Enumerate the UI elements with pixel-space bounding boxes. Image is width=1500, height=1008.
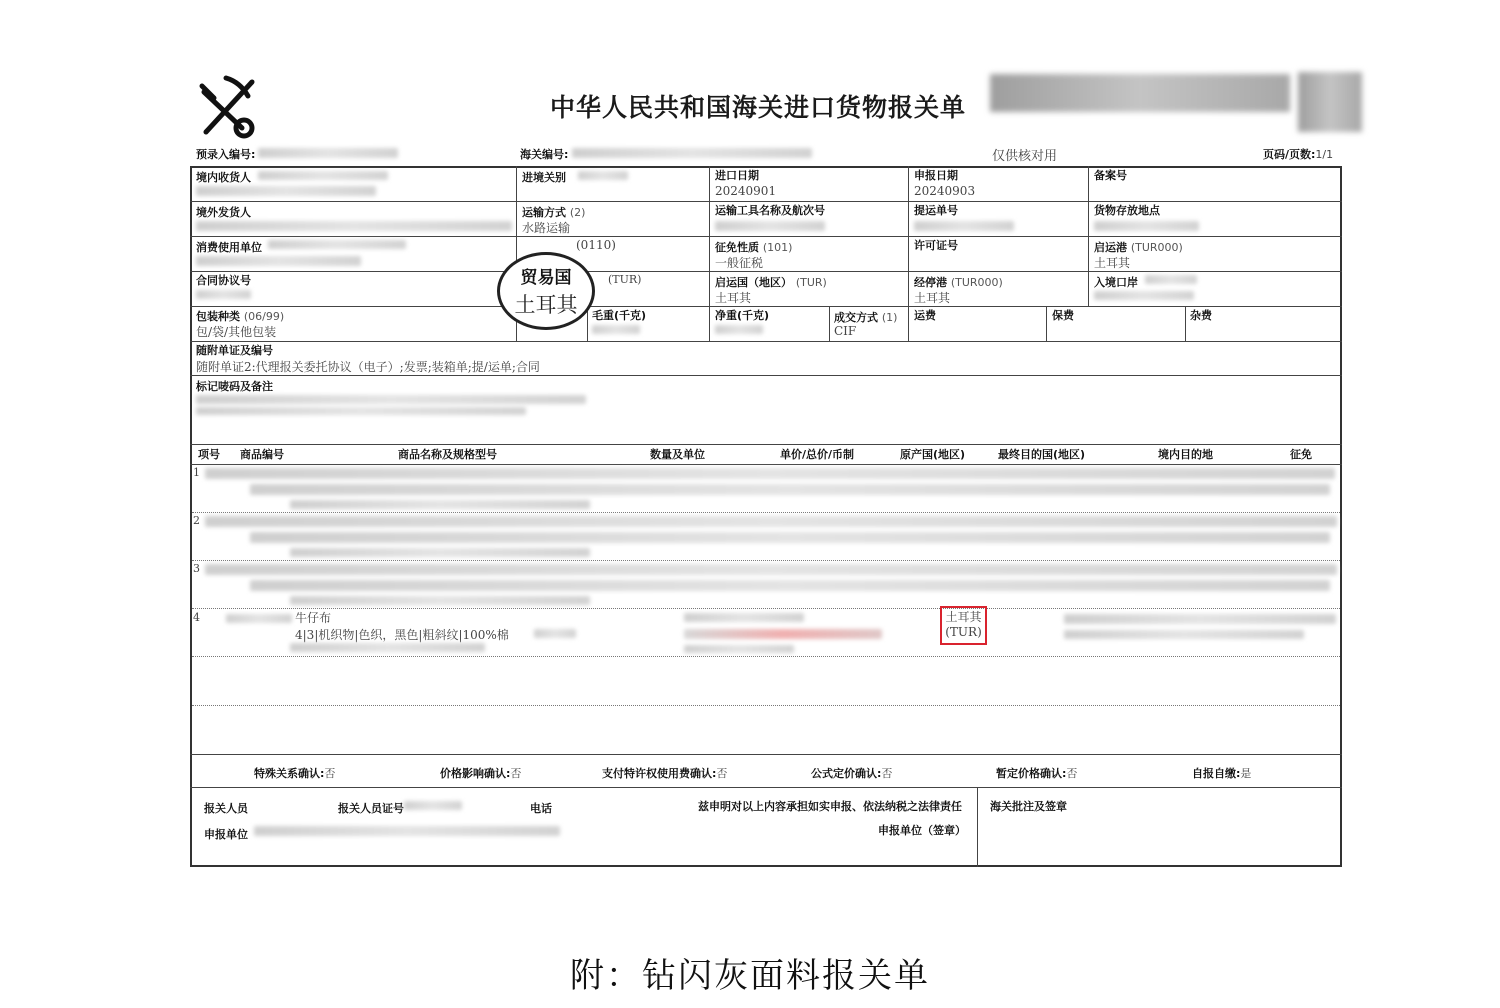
row-4-origin: 土耳其 — [945, 610, 982, 624]
row-4-dest-redacted — [1064, 614, 1336, 624]
confirm-royalty-value: 否 — [716, 767, 728, 780]
shipper-redacted — [196, 221, 512, 231]
unit-label: 申报单位 — [204, 828, 248, 841]
deal-mode-value: CIF — [834, 324, 857, 338]
consumer-label: 消费使用单位 — [196, 241, 262, 254]
trade-country-stamp — [497, 252, 595, 330]
row-2-redacted-c — [290, 548, 590, 557]
confirm-self-pay-label: 自报自缴: — [1192, 767, 1241, 780]
confirm-provisional-label: 暂定价格确认: — [996, 767, 1067, 780]
levy-value: 一般征税 — [715, 256, 764, 270]
insurance-label: 保费 — [1052, 309, 1074, 322]
contract-redacted — [196, 290, 251, 299]
marks-redacted-1 — [196, 395, 586, 404]
package-label-text: 包装种类 — [196, 310, 240, 323]
transport-code: (2) — [569, 206, 586, 219]
net-weight-label: 净重(千克) — [715, 309, 770, 322]
package-value: 包/袋/其他包装 — [196, 325, 277, 339]
confirm-provisional — [996, 765, 1077, 781]
entry-port-value-redacted — [1094, 291, 1194, 300]
depart-country-value: 土耳其 — [715, 291, 752, 305]
confirm-price-value: 否 — [510, 767, 522, 780]
customs-emblem — [194, 72, 262, 140]
storage-redacted — [1094, 221, 1199, 231]
confirm-special-label: 特殊关系确认: — [254, 767, 325, 780]
declarant-cert-label: 报关人员证号 — [338, 802, 404, 815]
page-label-text: 页码/页数: — [1263, 148, 1316, 161]
row-4-spec2-redacted — [290, 643, 485, 652]
customs-no-redacted — [572, 148, 812, 158]
license-label: 许可证号 — [914, 239, 958, 252]
col-destination: 最终目的国(地区) — [998, 448, 1086, 461]
transit-port-label — [914, 274, 1003, 290]
row-4-qty-redacted — [684, 613, 804, 622]
row-4-goods-spec: 4|3|机织物|色织，黑色|粗斜纹|100%棉 — [295, 628, 509, 642]
package-label — [196, 308, 284, 324]
depart-port-label-text: 启运港 — [1094, 241, 1127, 254]
col-goods-name: 商品名称及规格型号 — [398, 448, 497, 461]
depart-port-label — [1094, 239, 1183, 255]
entry-office-redacted — [578, 171, 628, 180]
confirm-provisional-value: 否 — [1066, 767, 1078, 780]
transport-label — [522, 204, 585, 220]
trade-country-code: (TUR) — [608, 273, 642, 286]
document-caption: 附：钻闪灰面料报关单 — [570, 956, 930, 996]
confirm-formula-value: 否 — [881, 767, 893, 780]
deal-mode-label — [834, 309, 897, 325]
marks-label: 标记唛码及备注 — [196, 380, 273, 393]
stamp-line2: 土耳其 — [514, 293, 578, 317]
consignee-label: 境内收货人 — [196, 171, 251, 184]
page-title: 中华人民共和国海关进口货物报关单 — [550, 93, 967, 122]
entry-port-redacted — [1145, 275, 1197, 284]
row-4-origin-code: (TUR) — [945, 625, 982, 639]
declarant-label: 报关人员 — [204, 802, 248, 815]
row-4-no: 4 — [193, 611, 200, 624]
entry-office-label: 进境关别 — [522, 171, 566, 184]
consignee-redacted — [258, 171, 388, 180]
row-1-redacted-a — [205, 468, 1335, 479]
phone-label: 电话 — [530, 802, 552, 815]
depart-country-label-text: 启运国（地区） — [715, 276, 792, 289]
col-price: 单价/总价/币制 — [780, 448, 855, 461]
row-1-no: 1 — [193, 466, 200, 479]
col-item-no: 项号 — [198, 448, 220, 461]
row-3-redacted-b — [250, 580, 1330, 591]
row-4-origin-highlight — [940, 606, 987, 645]
declarant-cert-redacted — [404, 801, 462, 810]
row-4-price2-redacted — [684, 645, 794, 653]
confirm-royalty-label: 支付特许权使用费确认: — [602, 767, 717, 780]
col-domestic-dest: 境内目的地 — [1158, 448, 1213, 461]
row-3-redacted-c — [290, 596, 590, 605]
page-label — [1263, 146, 1333, 162]
gross-weight-label: 毛重(千克) — [592, 309, 647, 322]
row-1-redacted-b — [250, 484, 1330, 495]
transit-port-value: 土耳其 — [914, 291, 951, 305]
stamp-line1: 贸易国 — [520, 268, 572, 288]
consumer-name-redacted — [196, 256, 361, 266]
levy-label-text: 征免性质 — [715, 241, 759, 254]
gross-weight-redacted — [592, 325, 640, 334]
row-3-redacted-a — [205, 564, 1337, 575]
docs-value: 随附单证2:代理报关委托协议（电子）;发票;装箱单;提/运单;合同 — [196, 360, 540, 374]
declare-date-value: 20240903 — [914, 184, 976, 198]
declare-date-label: 申报日期 — [914, 169, 958, 182]
transit-port-label-text: 经停港 — [914, 276, 947, 289]
watermark-note: 仅供核对用 — [992, 149, 1058, 164]
net-weight-redacted — [715, 325, 763, 334]
col-hs-code: 商品编号 — [240, 448, 284, 461]
statement-text: 兹申明对以上内容承担如实申报、依法纳税之法律责任 — [698, 800, 962, 813]
unit-sign-label: 申报单位（签章） — [878, 824, 966, 837]
col-quantity: 数量及单位 — [650, 448, 705, 461]
row-4-dest2-redacted — [1064, 630, 1304, 639]
shipper-label: 境外发货人 — [196, 206, 251, 219]
transit-port-code: (TUR000) — [950, 276, 1003, 289]
deal-mode-label-text: 成交方式 — [834, 311, 878, 324]
depart-country-label — [715, 274, 827, 290]
row-2-redacted-b — [250, 532, 1330, 543]
depart-port-code: (TUR000) — [1130, 241, 1183, 254]
supervision-code: (0110) — [576, 238, 616, 252]
confirm-self-pay — [1192, 765, 1251, 781]
row-2-redacted-a — [205, 516, 1337, 527]
docs-label: 随附单证及编号 — [196, 344, 273, 357]
consignee-name-redacted — [196, 186, 376, 196]
levy-code: (101) — [762, 241, 793, 254]
confirm-formula — [811, 765, 892, 781]
preentry-value-redacted — [258, 148, 398, 158]
depart-port-value: 土耳其 — [1094, 256, 1131, 270]
page-value: 1/1 — [1315, 148, 1334, 161]
freight-label: 运费 — [914, 309, 936, 322]
entry-port-label: 入境口岸 — [1094, 276, 1138, 289]
row-4-spec-redacted — [534, 629, 576, 638]
vessel-label: 运输工具名称及航次号 — [715, 204, 825, 217]
customs-no-label: 海关编号: — [520, 148, 569, 161]
row-2-no: 2 — [193, 514, 200, 527]
transport-label-text: 运输方式 — [522, 206, 566, 219]
row-4-goods-name: 牛仔布 — [295, 611, 332, 625]
misc-label: 杂费 — [1190, 309, 1212, 322]
preentry-label: 预录入编号: — [196, 148, 256, 161]
row-4-code-redacted — [226, 614, 292, 623]
record-no-label: 备案号 — [1094, 169, 1127, 182]
levy-label — [715, 239, 792, 255]
barcode-redacted — [990, 74, 1290, 112]
deal-mode-code: (1) — [881, 311, 898, 324]
import-date-value: 20240901 — [715, 184, 777, 198]
bill-label: 提运单号 — [914, 204, 958, 217]
confirm-special — [254, 765, 335, 781]
confirm-special-value: 否 — [324, 767, 336, 780]
confirm-royalty — [602, 765, 727, 781]
confirm-price-label: 价格影响确认: — [440, 767, 511, 780]
qr-code-redacted — [1298, 72, 1362, 132]
col-levy: 征免 — [1290, 448, 1312, 461]
customs-sign-label: 海关批注及签章 — [990, 800, 1067, 813]
package-code: (06/99) — [243, 310, 285, 323]
depart-country-code: (TUR) — [795, 276, 827, 289]
transport-value: 水路运输 — [522, 221, 571, 235]
consumer-redacted — [268, 240, 406, 249]
confirm-self-pay-value: 是 — [1240, 767, 1252, 780]
import-date-label: 进口日期 — [715, 169, 759, 182]
unit-redacted — [254, 826, 560, 836]
bill-redacted — [914, 221, 1014, 231]
row-4-price-redacted — [684, 629, 882, 639]
marks-redacted-2 — [196, 407, 526, 415]
vessel-redacted — [715, 221, 825, 231]
row-1-redacted-c — [290, 500, 590, 509]
col-origin: 原产国(地区) — [900, 448, 966, 461]
storage-label: 货物存放地点 — [1094, 204, 1160, 217]
confirm-price — [440, 765, 521, 781]
confirm-formula-label: 公式定价确认: — [811, 767, 882, 780]
row-3-no: 3 — [193, 562, 200, 575]
contract-label: 合同协议号 — [196, 274, 251, 287]
